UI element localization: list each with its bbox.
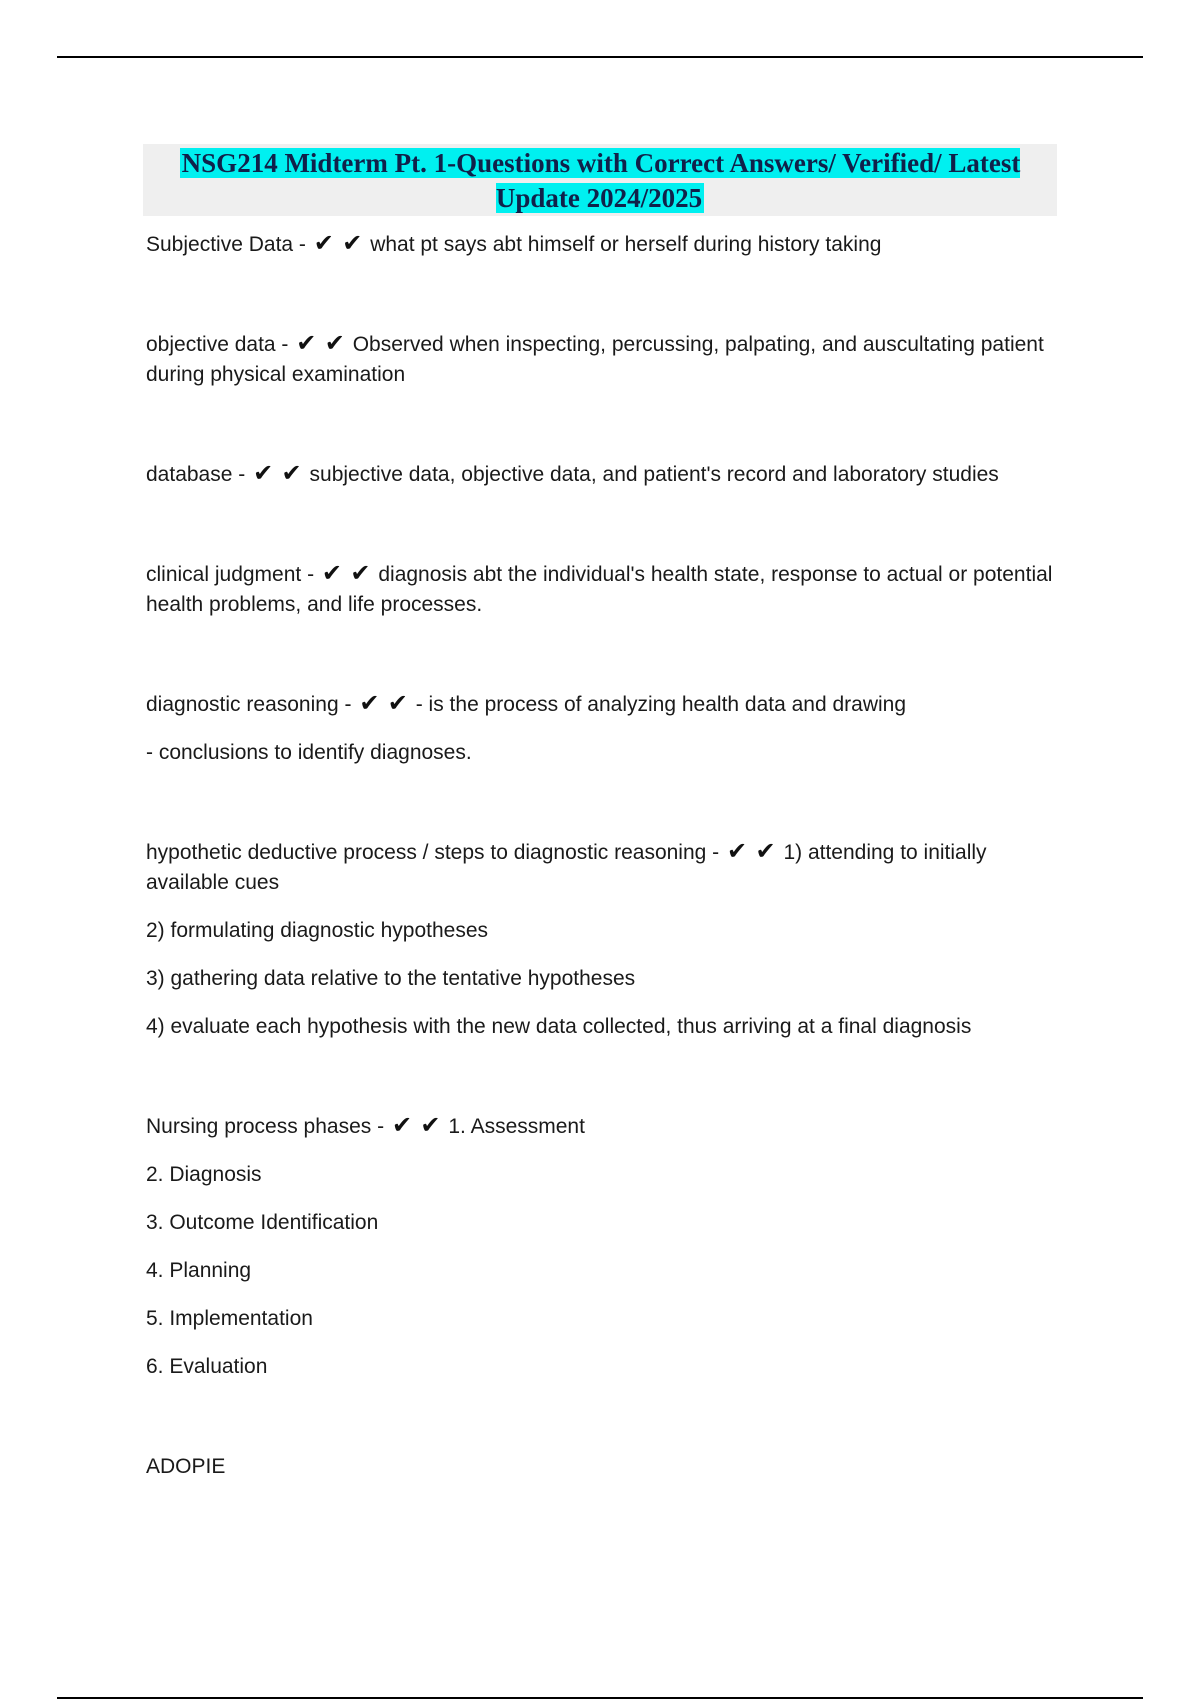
entry-line — [146, 460, 1056, 490]
entry-extra-line: 3. Outcome Identification — [146, 1211, 379, 1234]
entry-line — [146, 838, 1056, 898]
double-check-icon: ✔ ✔ — [359, 689, 408, 717]
double-check-icon: ✔ ✔ — [727, 837, 776, 865]
entry-nursing-process-phases — [146, 1112, 1056, 1382]
double-check-icon: ✔ ✔ — [313, 229, 363, 257]
entry-extra-line: 4. Planning — [146, 1259, 252, 1282]
entry-answer: 1. Assessment — [448, 1115, 585, 1138]
entry-line — [146, 330, 1056, 390]
entry-subjective-data — [146, 230, 1056, 260]
entry-extra-line: 4) evaluate each hypothesis with the new data collected, thus arriving at a final diagnosis — [146, 1015, 972, 1038]
entry-answer: Observed when inspecting, percussing, palpating, and auscultating patient during physical examination — [146, 333, 1044, 386]
entry-extra-line: 3) gathering data relative to the tentative hypotheses — [146, 967, 636, 990]
entry-extra-line: 6. Evaluation — [146, 1355, 268, 1378]
entry-database — [146, 460, 1056, 490]
entry-line — [146, 230, 1056, 260]
entry-answer: 1) attending to initially available cues — [146, 841, 987, 894]
entry-answer: - is the process of analyzing health data and drawing — [415, 693, 907, 716]
entry-term: diagnostic reasoning - — [146, 693, 352, 716]
entry-term: hypothetic deductive process / steps to diagnostic reasoning - — [146, 841, 720, 864]
entry-term: database - — [146, 463, 246, 486]
entry-hypothetic-deductive-process — [146, 838, 1056, 1042]
document-title-block — [143, 144, 1057, 216]
entry-term: Subjective Data - — [146, 233, 306, 256]
double-check-icon: ✔ ✔ — [321, 559, 371, 587]
entry-line — [146, 690, 1056, 720]
entry-answer: what pt says abt himself or herself during history taking — [370, 233, 882, 256]
entry-extra-line: - conclusions to identify diagnoses. — [146, 741, 472, 764]
entry-term: objective data - — [146, 333, 289, 356]
footer-note — [146, 1452, 1056, 1482]
entry-extra-line: 2. Diagnosis — [146, 1163, 262, 1186]
document-body — [146, 230, 1056, 1482]
entry-line — [146, 1112, 1056, 1142]
entry-answer: diagnosis abt the individual's health state, response to actual or potential health problems, and life processes. — [146, 563, 1053, 616]
footer-note-text: ADOPIE — [146, 1455, 226, 1478]
entry-answer: subjective data, objective data, and patient's record and laboratory studies — [309, 463, 999, 486]
double-check-icon: ✔ ✔ — [253, 459, 302, 487]
entry-term: Nursing process phases - — [146, 1115, 385, 1138]
entry-extra-line: 2) formulating diagnostic hypotheses — [146, 919, 489, 942]
double-check-icon: ✔ ✔ — [391, 1111, 441, 1139]
page-top-rule — [57, 56, 1143, 58]
entry-extra-line: 5. Implementation — [146, 1307, 313, 1330]
entry-objective-data — [146, 330, 1056, 390]
entry-diagnostic-reasoning — [146, 690, 1056, 768]
document-title: NSG214 Midterm Pt. 1-Questions with Correct Answers/ Verified/ Latest Update 2024/2025 — [181, 148, 1021, 213]
entry-line — [146, 560, 1056, 620]
entry-clinical-judgment — [146, 560, 1056, 620]
page-bottom-rule — [57, 1697, 1143, 1699]
double-check-icon: ✔ ✔ — [296, 329, 345, 357]
entry-term: clinical judgment - — [146, 563, 315, 586]
